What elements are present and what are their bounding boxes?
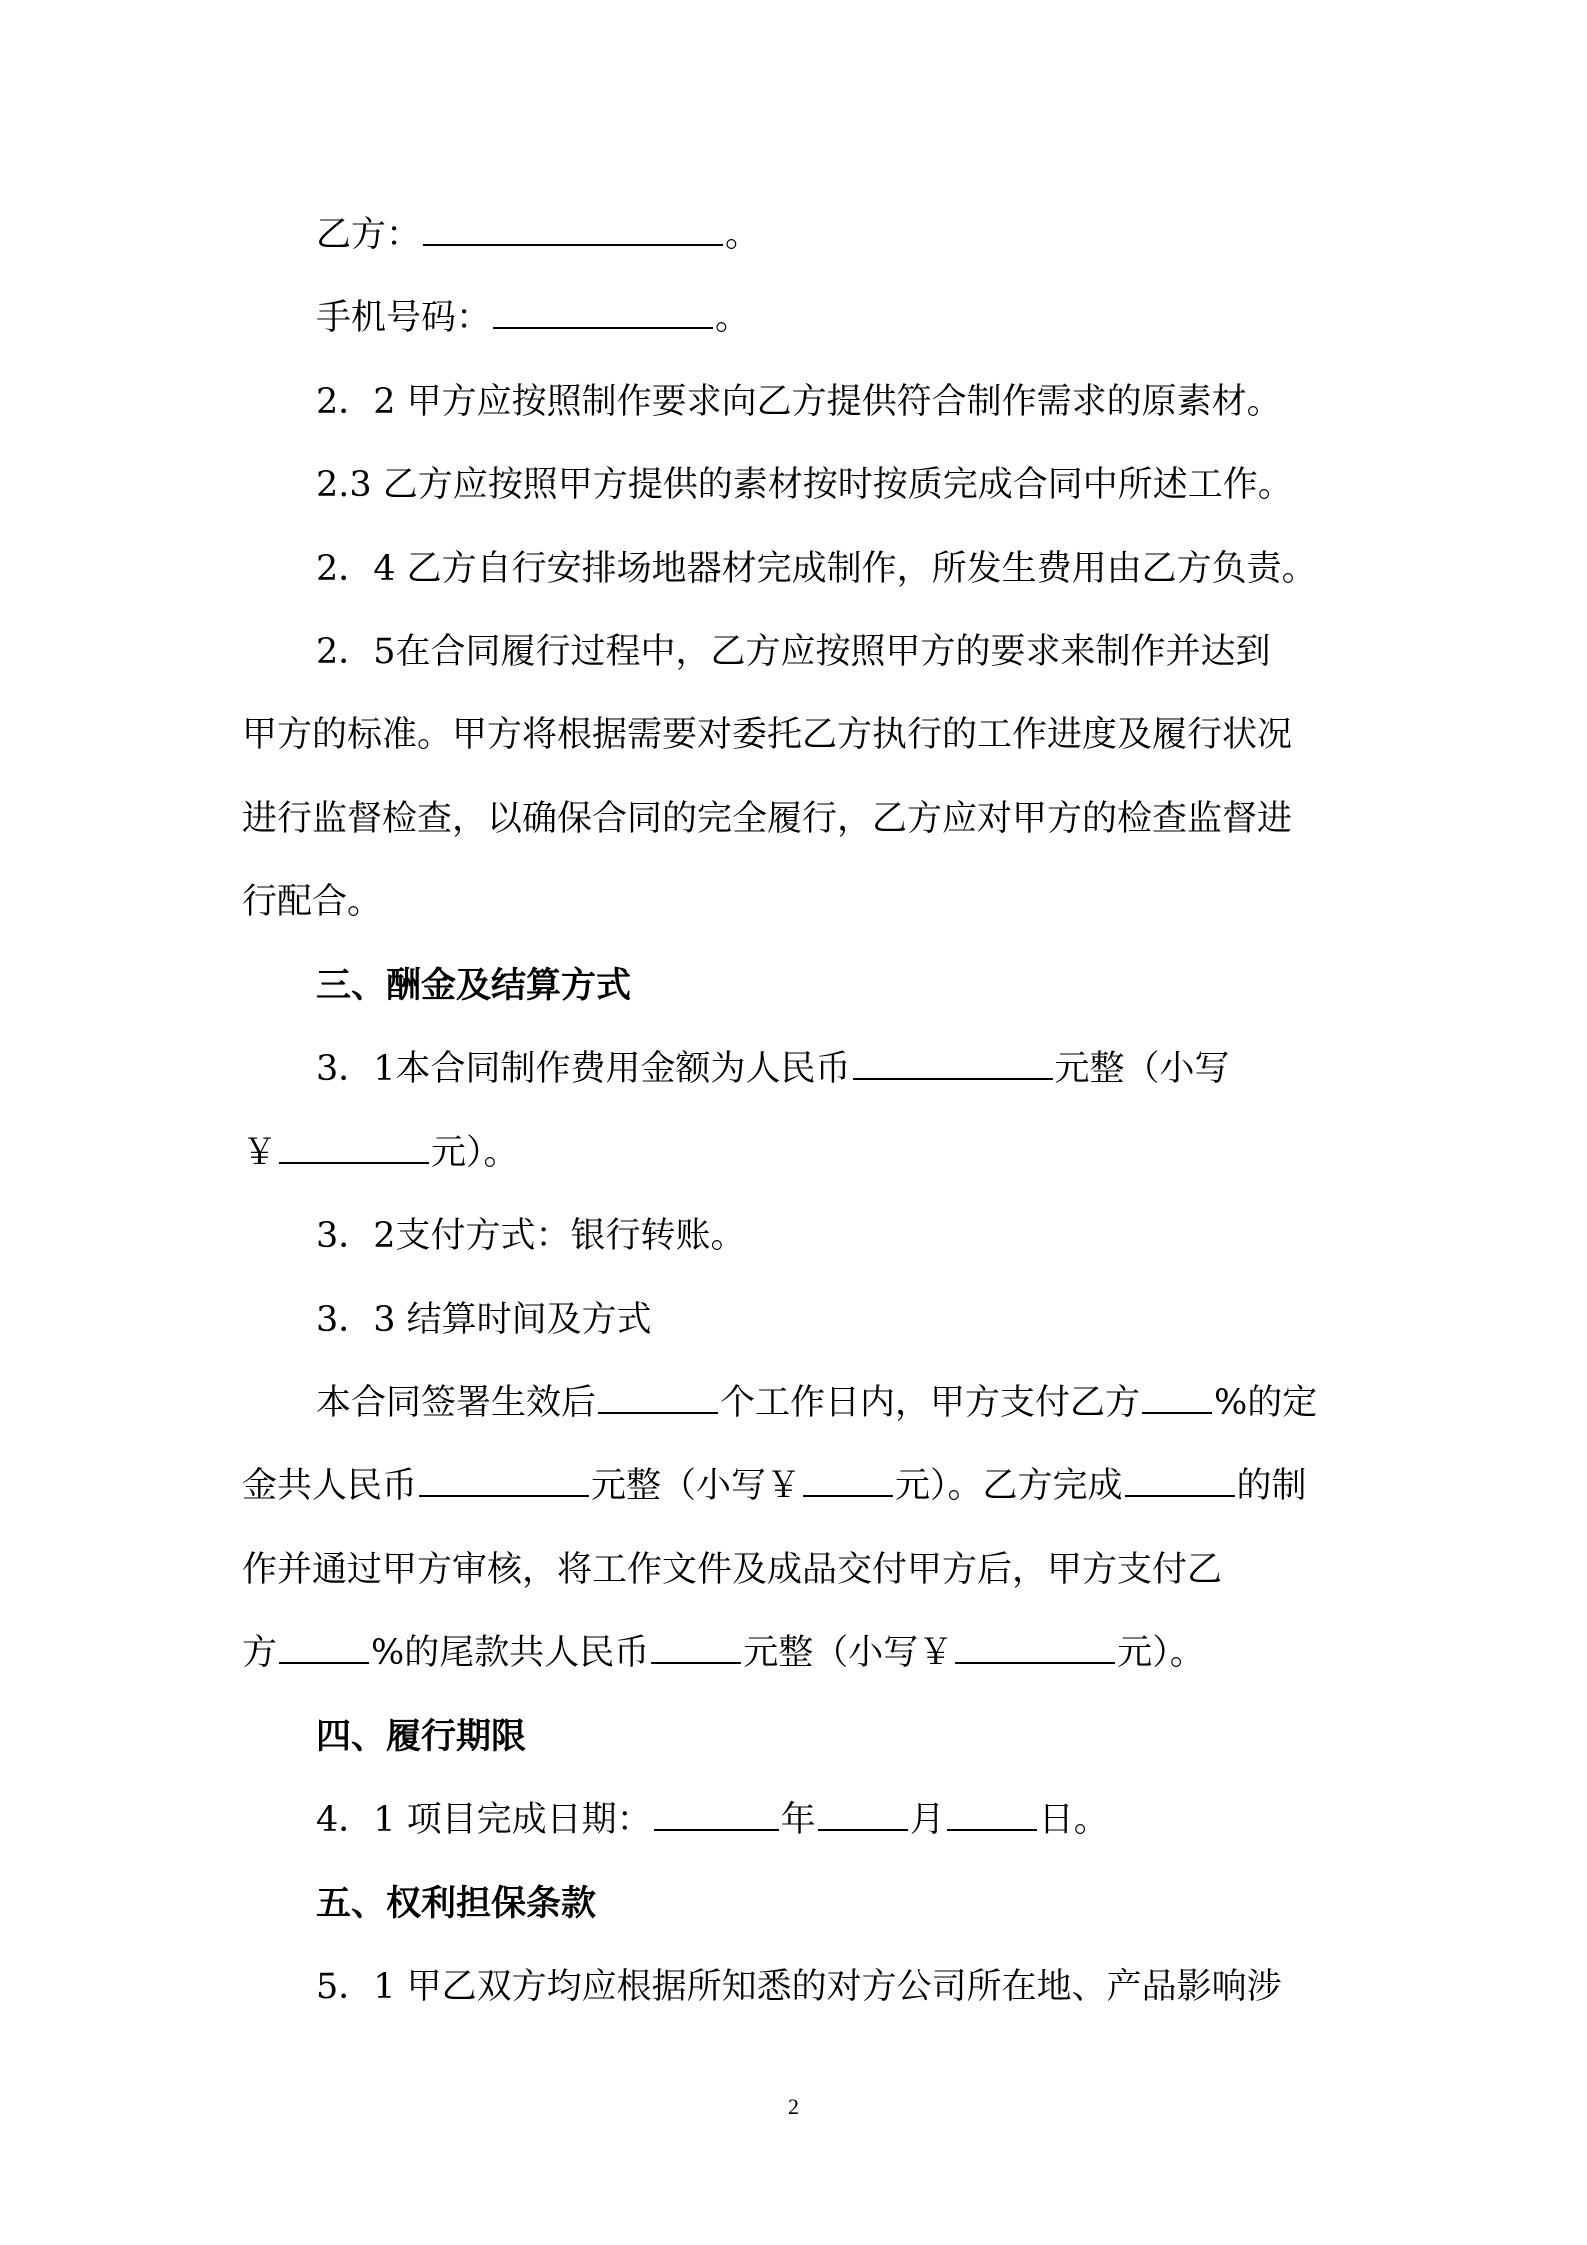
clause-3-2: 3．2支付方式：银行转账。 xyxy=(316,1216,746,1256)
deposit-amount-blank xyxy=(419,1461,589,1497)
text: %的尾款共人民币 xyxy=(371,1633,650,1673)
text: 元）。 xyxy=(1117,1633,1205,1673)
clause-3-3-text-2 xyxy=(242,1461,1362,1511)
clause-3-1-text-end: 元整（小写 xyxy=(1054,1049,1230,1089)
party-b-line xyxy=(316,210,1436,260)
text: 个工作日内，甲方支付乙方 xyxy=(720,1383,1141,1423)
clause-3-1-text: 3．1本合同制作费用金额为人民币 xyxy=(316,1049,851,1089)
text: 金共人民币 xyxy=(242,1466,418,1506)
section-5-heading: 五、权利担保条款 xyxy=(316,1883,597,1924)
clause-3-1 xyxy=(316,1044,1436,1094)
phone-line xyxy=(316,293,1436,343)
clause-3-3-text-1 xyxy=(316,1378,1436,1428)
clause-2-5-cont-2: 进行监督检查，以确保合同的完全履行，乙方应对甲方的检查监督进 xyxy=(242,799,1293,839)
yuan-sign: ￥ xyxy=(242,1133,278,1173)
clause-2-5-cont-3: 行配合。 xyxy=(242,882,383,922)
text: %的定 xyxy=(1214,1383,1318,1423)
clause-5-1: 5．1 甲乙双方均应根据所知悉的对方公司所在地、产品影响涉 xyxy=(316,1967,1282,2007)
clause-3-3: 3．3 结算时间及方式 xyxy=(316,1300,652,1340)
balance-amount-blank xyxy=(651,1628,741,1664)
text: 元整（小写￥ xyxy=(743,1633,954,1673)
phone-label: 手机号码： xyxy=(316,298,492,338)
clause-2-3: 2.3 乙方应按照甲方提供的素材按时按质完成合同中所述工作。 xyxy=(316,465,1293,505)
clause-2-5: 2．5在合同履行过程中，乙方应按照甲方的要求来制作并达到 xyxy=(316,632,1271,672)
clause-2-5-cont-1: 甲方的标准。甲方将根据需要对委托乙方执行的工作进度及履行状况 xyxy=(242,715,1293,755)
clause-3-3-text-3: 作并通过甲方审核，将工作文件及成品交付甲方后，甲方支付乙 xyxy=(242,1550,1223,1590)
text: 4．1 项目完成日期： xyxy=(316,1800,652,1840)
clause-2-4: 2．4 乙方自行安排场地器材完成制作，所发生费用由乙方负责。 xyxy=(316,549,1317,589)
period: 。 xyxy=(715,298,751,338)
month-blank xyxy=(818,1795,908,1831)
balance-small-blank xyxy=(955,1628,1115,1664)
page-number: 2 xyxy=(788,2094,799,2119)
party-b-label: 乙方： xyxy=(316,215,422,255)
clause-3-1-cont xyxy=(242,1128,1362,1178)
clause-3-3-text-4 xyxy=(242,1628,1362,1678)
phone-blank xyxy=(493,293,713,329)
section-4-heading: 四、履行期限 xyxy=(316,1716,527,1757)
text: 年 xyxy=(780,1800,816,1840)
section-3-heading: 三、酬金及结算方式 xyxy=(316,965,632,1006)
text: 日。 xyxy=(1038,1800,1109,1840)
amount-small-blank xyxy=(279,1128,429,1164)
party-b-blank xyxy=(423,210,723,246)
balance-percent-blank xyxy=(279,1628,369,1664)
clause-4-1 xyxy=(316,1795,1436,1845)
clause-2-2: 2．2 甲方应按照制作要求向乙方提供符合制作需求的原素材。 xyxy=(316,382,1282,422)
clause-3-1-cont-end: 元）。 xyxy=(431,1133,519,1173)
deposit-small-blank xyxy=(803,1461,893,1497)
deposit-percent-blank xyxy=(1142,1378,1212,1414)
day-blank xyxy=(947,1795,1037,1831)
text: 方 xyxy=(242,1633,278,1673)
work-blank xyxy=(1125,1461,1235,1497)
text: 的制 xyxy=(1236,1466,1307,1506)
days-blank xyxy=(598,1378,718,1414)
year-blank xyxy=(654,1795,779,1831)
text: 月 xyxy=(909,1800,945,1840)
text: 本合同签署生效后 xyxy=(316,1383,597,1423)
text: 元整（小写￥ xyxy=(591,1466,802,1506)
amount-blank xyxy=(853,1044,1053,1080)
period: 。 xyxy=(725,215,761,255)
text: 元）。乙方完成 xyxy=(895,1466,1123,1506)
